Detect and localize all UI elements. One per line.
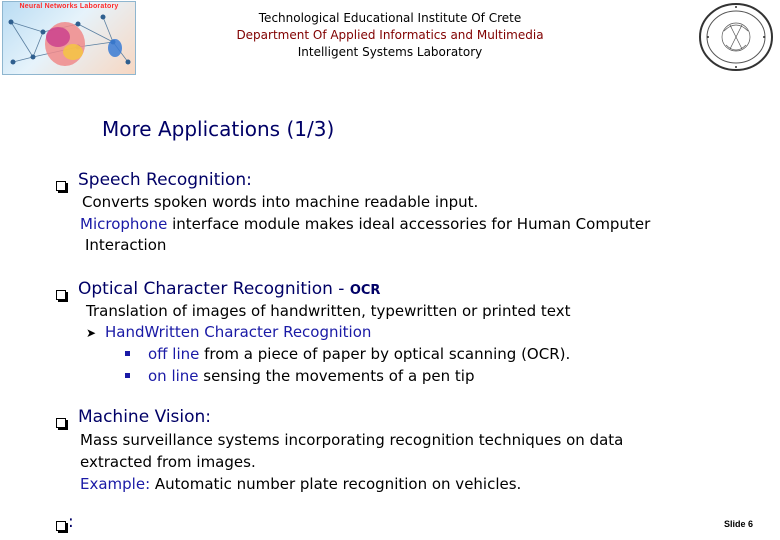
bullet-box-icon xyxy=(56,521,66,531)
offline-rest: from a piece of paper by optical scanning (OCR). xyxy=(199,345,571,363)
speech-line-3: Interaction xyxy=(85,236,167,254)
handwritten-subheading: HandWritten Character Recognition xyxy=(105,323,372,341)
speech-recognition-heading: Speech Recognition: xyxy=(78,170,252,190)
slide-title: More Applications (1/3) xyxy=(102,117,335,141)
department-name: Department Of Applied Informatics and Multimedia xyxy=(236,28,544,42)
slide-number: Slide 6 xyxy=(723,519,753,529)
machine-vision-heading: Machine Vision: xyxy=(78,407,212,427)
university-seal-logo xyxy=(696,1,776,73)
online-rest: sensing the movements of a pen tip xyxy=(198,367,475,385)
ocr-tag: OCR xyxy=(349,283,381,298)
vision-line-1: Mass surveillance systems incorporating recognition techniques on data xyxy=(80,431,624,449)
microphone-highlight: Microphone xyxy=(80,215,168,233)
arrow-bullet-icon: ➤ xyxy=(86,326,97,340)
ocr-line-1: Translation of images of handwritten, typewritten or printed text xyxy=(86,302,571,320)
online-highlight: on line xyxy=(148,367,199,385)
bullet-box-icon xyxy=(56,418,66,428)
institute-name: Technological Educational Institute Of Crete xyxy=(258,11,522,25)
square-bullet-icon xyxy=(125,373,130,378)
speech-line-2-rest: interface module makes ideal accessories for Human Computer xyxy=(167,215,651,233)
vision-line-3 xyxy=(80,475,521,493)
laboratory-name: Intelligent Systems Laboratory xyxy=(297,45,483,59)
example-label: Example: xyxy=(80,475,151,493)
ocr-heading xyxy=(78,279,380,299)
empty-bullet-text: : xyxy=(68,512,74,532)
ocr-item-offline xyxy=(148,345,570,363)
bullet-box-icon xyxy=(56,290,66,300)
speech-line-2 xyxy=(80,215,650,233)
vision-line-2: extracted from images. xyxy=(80,453,256,471)
offline-highlight: off line xyxy=(148,345,200,363)
bullet-box-icon xyxy=(56,181,66,191)
ocr-item-online xyxy=(148,367,475,385)
example-text: Automatic number plate recognition on vehicles. xyxy=(150,475,522,493)
ocr-heading-text: Optical Character Recognition - xyxy=(78,279,350,299)
square-bullet-icon xyxy=(125,351,130,356)
speech-line-1: Converts spoken words into machine readable input. xyxy=(82,193,479,211)
logo-lab-name: Neural Networks Laboratory xyxy=(19,3,119,10)
